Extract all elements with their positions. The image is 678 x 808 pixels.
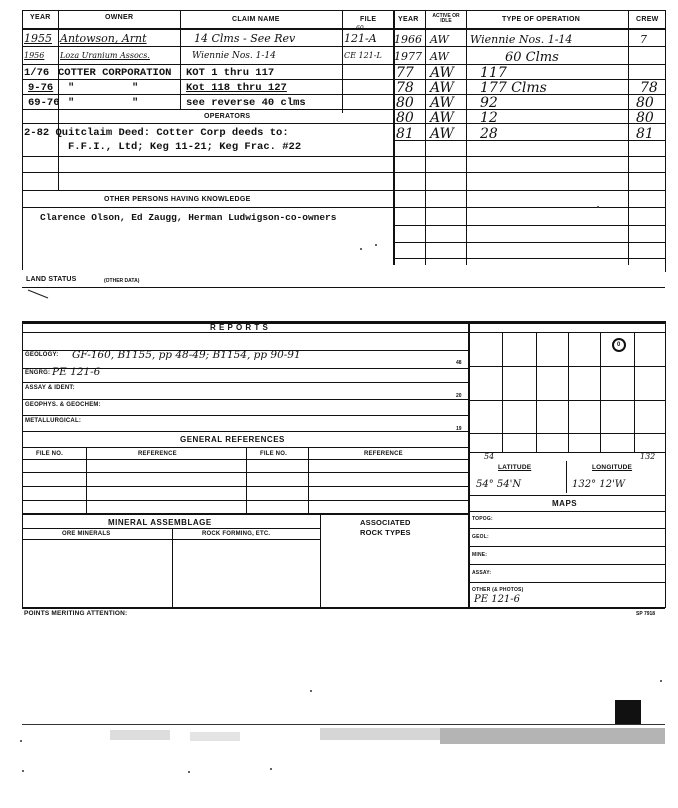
ref-header-reference-2: REFERENCE — [364, 451, 403, 457]
op-crew: 7 — [640, 33, 647, 46]
row-claim: Wiennie Nos. 1-14 — [192, 51, 276, 61]
black-registration-mark — [615, 700, 641, 724]
assay-label: ASSAY & IDENT: — [25, 385, 75, 391]
engrg-value: PE 121-6 — [52, 366, 101, 378]
row-owner-ditto: " — [132, 97, 139, 109]
op-year: 1977 — [394, 50, 422, 63]
op-crew: 81 — [636, 126, 654, 142]
row-year: 69-76 — [28, 97, 60, 109]
other-persons-value: Clarence Olson, Ed Zaugg, Herman Ludwigson-co-owners — [40, 212, 337, 223]
op-type: 177 Clms — [480, 80, 547, 96]
op-type: Wiennie Nos. 1-14 — [470, 33, 573, 46]
operator-line: 2-82 Quitclaim Deed: Cotter Corp deeds to: — [24, 127, 289, 139]
ref-header-file-no-2: FILE NO. — [260, 451, 287, 457]
header-claim-name: CLAIM NAME — [232, 16, 280, 23]
row-owner: Loza Uranium Assocs. — [60, 51, 150, 60]
op-crew: 80 — [636, 110, 654, 126]
operator-line: F.F.I., Ltd; Keg 11-21; Keg Frac. #22 — [68, 141, 302, 153]
latitude-value: 54° 54'N — [476, 479, 522, 490]
op-status: AW — [430, 126, 454, 142]
engrg-label: ENGRG: — [25, 370, 51, 376]
maps-other-label: OTHER (& PHOTOS) — [472, 587, 524, 593]
metallurgical-label: METALLURGICAL: — [25, 418, 82, 424]
maps-other-value: PE 121-6 — [474, 594, 521, 605]
row-claim: 14 Clms - See Rev — [194, 32, 296, 45]
op-status: AW — [430, 110, 454, 126]
header-type-of-operation: TYPE OF OPERATION — [502, 16, 581, 23]
form-number: SP 7918 — [636, 611, 656, 617]
op-year: 81 — [396, 126, 414, 142]
op-status: AW — [430, 33, 449, 46]
header-owner: OWNER — [105, 14, 134, 21]
general-references-title: GENERAL REFERENCES — [180, 435, 285, 444]
op-year: 77 — [396, 65, 414, 81]
row-year: 1956 — [24, 51, 45, 60]
row-year: 1/76 — [24, 67, 50, 79]
maps-mine-label: MINE: — [472, 552, 488, 558]
maps-assay-label: ASSAY: — [472, 570, 492, 576]
maps-topog-label: TOPOG: — [472, 516, 493, 522]
op-status: AW — [430, 95, 454, 111]
op-status: AW — [430, 50, 449, 63]
associated-label: ASSOCIATED — [360, 518, 411, 527]
op-crew: 78 — [640, 80, 658, 96]
geology-value: GF-160, B1155, pp 48-49; B1154, pp 90-91 — [72, 349, 301, 361]
lon-degree: 132 — [640, 452, 656, 461]
ore-minerals-label: ORE MINERALS — [62, 531, 111, 537]
other-persons-label: OTHER PERSONS HAVING KNOWLEDGE — [104, 196, 251, 203]
circle-mark-text: 0 — [617, 342, 621, 348]
mineral-assemblage-title: MINERAL ASSEMBLAGE — [108, 518, 212, 527]
row-file: 121-A — [344, 32, 377, 45]
row-claim: KOT 1 thru 117 — [186, 67, 275, 79]
rock-forming-label: ROCK FORMING, ETC. — [202, 531, 271, 537]
row-year: 9-76 — [28, 82, 54, 94]
op-year: 80 — [396, 95, 414, 111]
ref-header-reference: REFERENCE — [138, 451, 177, 457]
header-year-2: YEAR — [398, 16, 419, 23]
pencil-mark — [26, 288, 56, 302]
side-number: 19 — [456, 426, 462, 432]
latitude-label: LATITUDE — [498, 464, 532, 471]
longitude-label: LONGITUDE — [592, 464, 633, 471]
land-status-sublabel: (OTHER DATA) — [104, 278, 140, 284]
lat-degree: 54 — [484, 452, 495, 461]
row-owner-ditto: " — [132, 82, 139, 94]
points-meriting-attention-label: POINTS MERITING ATTENTION: — [24, 610, 128, 617]
op-type: 92 — [480, 95, 498, 111]
row-owner: " — [68, 97, 75, 109]
op-type: 117 — [480, 65, 507, 81]
header-crew: CREW — [636, 16, 659, 23]
op-type: 28 — [480, 126, 498, 142]
op-crew: 80 — [636, 95, 654, 111]
row-claim: see reverse 40 clms — [186, 97, 306, 109]
rock-types-label: ROCK TYPES — [360, 528, 411, 537]
header-active-idle: ACTIVE OR IDLE — [432, 13, 460, 24]
header-year: YEAR — [30, 14, 51, 21]
header-file: FILE — [360, 16, 377, 23]
row-file: CE 121-L — [344, 51, 382, 60]
op-status: AW — [430, 80, 454, 96]
ref-header-file-no: FILE NO. — [36, 451, 63, 457]
maps-title: MAPS — [552, 499, 578, 508]
op-type: 60 Clms — [505, 50, 559, 65]
row-owner: COTTER CORPORATION — [58, 67, 172, 79]
side-number: 20 — [456, 393, 462, 399]
row-year: 1955 — [24, 32, 52, 45]
land-status-label: LAND STATUS — [26, 276, 77, 283]
row-owner: " — [68, 82, 75, 94]
operators-label: OPERATORS — [204, 113, 251, 120]
op-year: 80 — [396, 110, 414, 126]
op-year: 78 — [396, 80, 414, 96]
row-owner: Antowson, Arnt — [60, 32, 147, 45]
op-year: 1966 — [394, 33, 422, 46]
reports-title: R E P O R T S — [210, 323, 269, 332]
longitude-value: 132° 12'W — [572, 479, 626, 490]
geophys-label: GEOPHYS. & GEOCHEM: — [25, 402, 101, 408]
row-file-note: 60 — [356, 25, 364, 32]
op-type: 12 — [480, 110, 498, 126]
row-claim: Kot 118 thru 127 — [186, 82, 287, 94]
op-status: AW — [430, 65, 454, 81]
geology-label: GEOLOGY: — [25, 352, 59, 358]
maps-geol-label: GEOL: — [472, 534, 489, 540]
side-number: 48 — [456, 360, 462, 366]
